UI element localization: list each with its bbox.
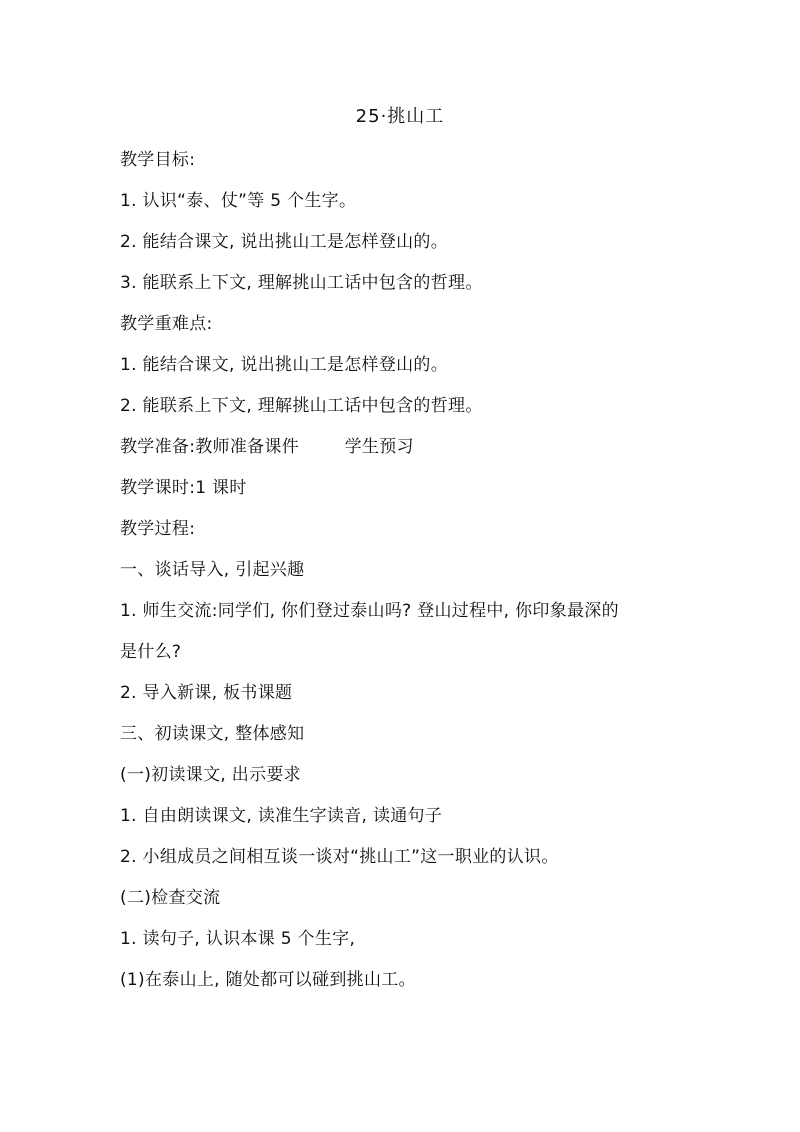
key-point-item-1: 1. 能结合课文, 说出挑山工是怎样登山的。 xyxy=(120,355,449,375)
sub-step-heading-requirements: (一)初读课文, 出示要求 xyxy=(120,765,301,785)
sub-step-heading-check: (二)检查交流 xyxy=(120,888,221,908)
objective-item-2: 2. 能结合课文, 说出挑山工是怎样登山的。 xyxy=(120,232,449,252)
document-title: 25·挑山工 xyxy=(355,106,445,127)
section-heading-process: 教学过程: xyxy=(120,519,196,539)
reading-item-1: 1. 自由朗读课文, 读准生字读音, 读通句子 xyxy=(120,806,443,826)
step-item-intro-1-continued: 是什么? xyxy=(120,642,182,662)
reading-item-2: 2. 小组成员之间相互谈一谈对“挑山工”这一职业的认识。 xyxy=(120,847,559,867)
check-sentence-1: (1)在泰山上, 随处都可以碰到挑山工。 xyxy=(120,970,416,990)
objective-item-3: 3. 能联系上下文, 理解挑山工话中包含的哲理。 xyxy=(120,273,483,293)
check-item-1: 1. 读句子, 认识本课 5 个生字, xyxy=(120,929,356,949)
objective-item-1: 1. 认识“泰、仗”等 5 个生字。 xyxy=(120,191,357,211)
step-item-intro-2: 2. 导入新课, 板书课题 xyxy=(120,683,293,703)
step-heading-intro: 一、谈话导入, 引起兴趣 xyxy=(120,560,305,580)
step-heading-first-reading: 三、初读课文, 整体感知 xyxy=(120,724,305,744)
step-item-intro-1: 1. 师生交流:同学们, 你们登过泰山吗? 登山过程中, 你印象最深的 xyxy=(120,601,619,621)
section-class-hours: 教学课时:1 课时 xyxy=(120,478,247,498)
section-heading-objectives: 教学目标: xyxy=(120,150,196,170)
section-preparation: 教学准备:教师准备课件 学生预习 xyxy=(120,437,414,457)
section-heading-key-points: 教学重难点: xyxy=(120,314,213,334)
key-point-item-2: 2. 能联系上下文, 理解挑山工话中包含的哲理。 xyxy=(120,396,483,416)
